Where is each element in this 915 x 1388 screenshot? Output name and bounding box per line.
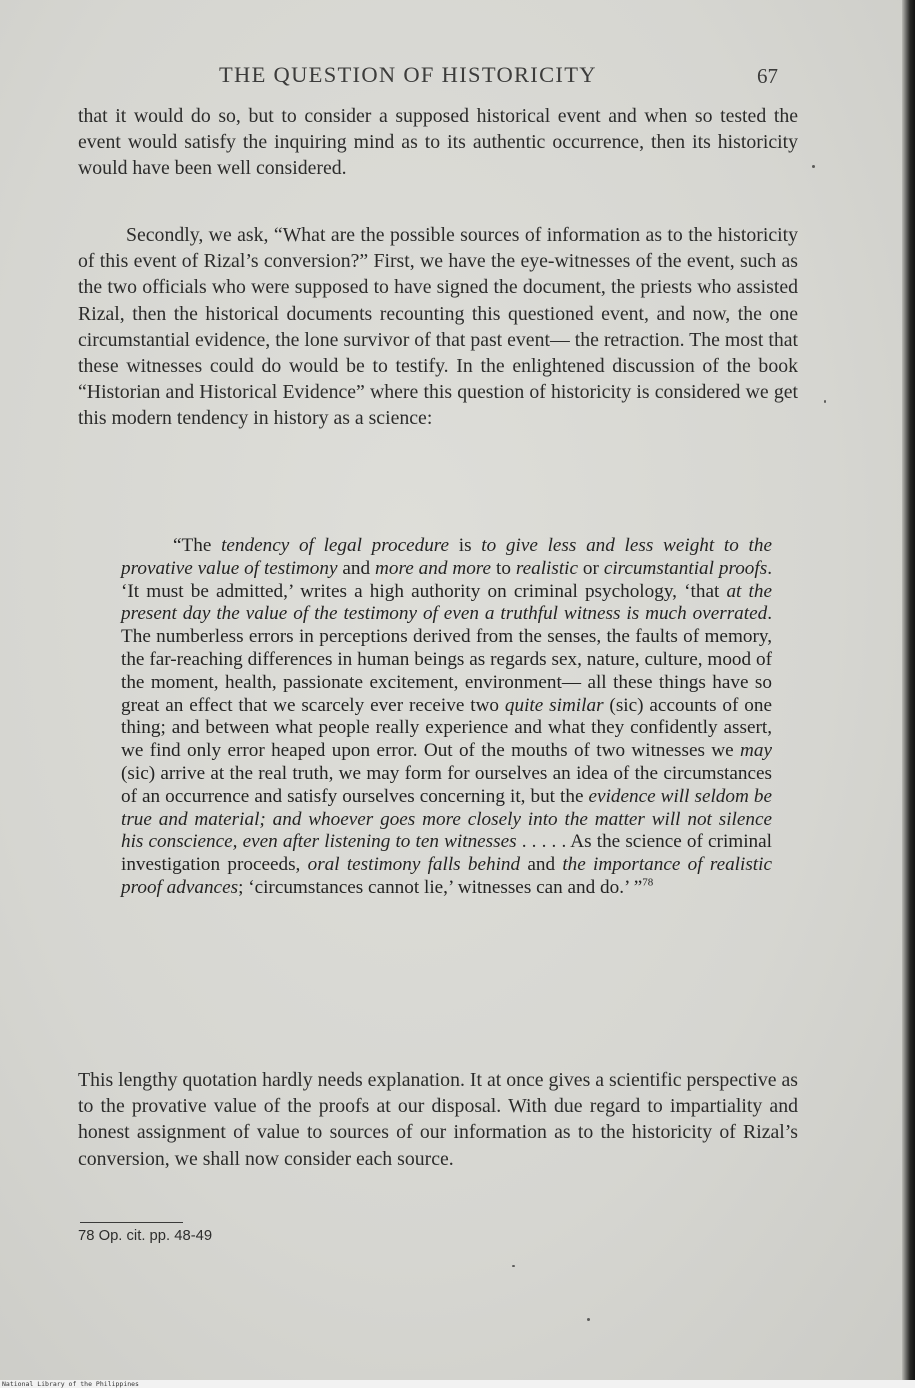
quote-italic-run: tendency of legal procedure [221, 535, 450, 556]
running-head: THE QUESTION OF HISTORICITY [219, 62, 597, 87]
quote-italic-run: the importance of realistic proof advances [121, 854, 772, 898]
page-header [0, 62, 908, 92]
quote-text-run: to [491, 557, 516, 579]
quote-text-run: . ‘It must be admitted,’ writes a high authority on criminal psychology, ‘that [121, 557, 772, 602]
quote-italic-run: more and more [375, 557, 492, 579]
page-number: 67 [757, 64, 778, 88]
paper-speck [824, 400, 826, 403]
quote-text-run: . . . . . As the science of criminal investigation proceeds, [121, 831, 772, 876]
quote-text-run: “The [173, 535, 222, 556]
quote-italic-run: oral testimony falls behind [307, 854, 521, 876]
quote-italic-run: at the present day the value of the testimony of even a truthful witness is much overrated [121, 580, 772, 625]
quote-text-run: (sic) arrive at the real truth, we may form for ourselves an idea of the circumstances of an occurrence and satisfy ourselves concerning it, but the [121, 762, 772, 807]
quote-text-run: and [520, 854, 563, 876]
quote-italic-run: realistic [515, 557, 578, 579]
paper-speck [512, 1265, 515, 1267]
paper-speck [587, 1318, 590, 1321]
quote-text-run: is [449, 535, 482, 556]
paragraph-explanation: This lengthy quotation hardly needs explanation. It at once gives a scientific perspective as to the provative value of the proofs at our disposal. With due regard to impartiality and honest assignment of value to sources of our information as to the historicity of Rizal’s conversion, we shall now consider each source. [78, 1069, 798, 1170]
quote-text-run: and [337, 557, 376, 579]
quote-text-run: or [578, 557, 604, 579]
paragraph-continuation: that it would do so, but to consider a supposed historical event and when so tested the event would satisfy the inquiring mind as to its authentic occurrence, then its historicity would have been well considered. [78, 105, 798, 180]
page-edge-shadow [902, 0, 915, 1382]
quote-italic-run: to give less and less weight to the provative value of testimony [121, 535, 772, 579]
footnote-reference: 78 [642, 876, 654, 889]
quote-italic-run: circumstantial proofs [603, 557, 768, 579]
footnote: 78 Op. cit. pp. 48-49 [78, 1228, 213, 1244]
quote-text-run: (sic) accounts of one thing; and between what people really experience and what they confidently assert, we find only error heaped upon error. Out of the mouths of two witnesses we [121, 694, 772, 762]
paper-speck [812, 165, 815, 168]
block-quotation [121, 535, 772, 900]
quote-text-run: . The numberless errors in perceptions derived from the senses, the faults of memory, the far-reaching differences in human beings as regards sex, nature, culture, mood of the moment, health, passionate excitement, environment— all these things have so great an effect that we scarcely ever receive two [121, 603, 772, 716]
quote-italic-run: quite similar [504, 694, 604, 716]
scan-credit: National Library of the Philippines [2, 1380, 139, 1388]
quote-italic-run: evidence will seldom be true and material; and whoever goes more closely into the matter will not silence his conscience, even after listening to ten witnesses [121, 785, 772, 853]
quote-italic-run: may [740, 740, 772, 762]
footnote-rule [80, 1222, 183, 1223]
paragraph-sources: Secondly, we ask, “What are the possible sources of information as to the historicity of this event of Rizal’s conversion?” First, we have the eye-witnesses of the event, such as the two officials who were supposed to have signed the document, the priests who assisted Rizal, then the historical documents recounting this questioned event, and now, the one circumstantial evidence, the lone survivor of that past event— the retraction. The most that these witnesses could do would be to testify. In the enlightened discussion of the book “Historian and Historical Evidence” where this question of historicity is considered we get this modern tendency in history as a science: [78, 224, 798, 430]
quote-text-run: ; ‘circumstances cannot lie,’ witnesses can and do.’ ” [238, 876, 643, 898]
